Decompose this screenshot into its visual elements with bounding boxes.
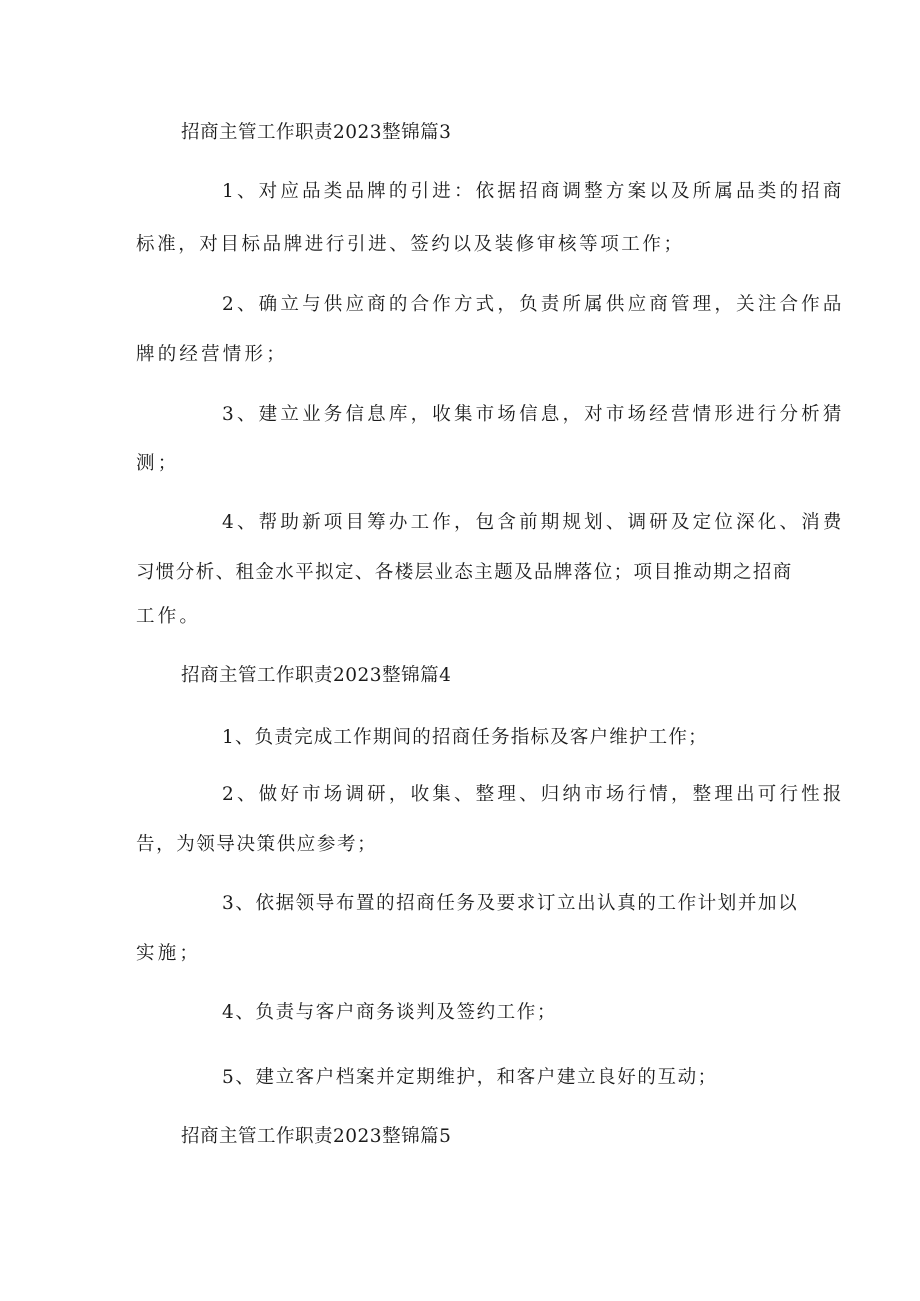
section-heading-5: 招商主管工作职责2023整锦篇5 <box>181 1126 452 1147</box>
section-heading-4: 招商主管工作职责2023整锦篇4 <box>181 665 452 686</box>
paragraph-line: 工作。 <box>136 606 202 627</box>
section-heading-3: 招商主管工作职责2023整锦篇3 <box>181 122 452 143</box>
paragraph-line: 5、建立客户档案并定期维护，和客户建立良好的互动； <box>222 1067 718 1088</box>
paragraph-line: 习惯分析、租金水平拟定、各楼层业态主题及品牌落位；项目推动期之招商 <box>136 562 793 583</box>
paragraph-line: 2、确立与供应商的合作方式，负责所属供应商管理，关注合作品 <box>222 294 845 315</box>
paragraph-line: 4、负责与客户商务谈判及签约工作； <box>222 1002 557 1023</box>
paragraph-line: 3、依据领导布置的招商任务及要求订立出认真的工作计划并加以 <box>222 893 799 914</box>
paragraph-line: 实施； <box>136 943 202 964</box>
paragraph-line: 2、做好市场调研，收集、整理、归纳市场行情，整理出可行性报 <box>222 784 845 805</box>
paragraph-line: 测； <box>136 453 180 474</box>
paragraph-line: 4、帮助新项目筹办工作，包含前期规划、调研及定位深化、消费 <box>222 512 845 533</box>
paragraph-line: 3、建立业务信息库，收集市场信息，对市场经营情形进行分析猜 <box>222 404 845 425</box>
paragraph-line: 1、对应品类品牌的引进：依据招商调整方案以及所属品类的招商 <box>222 181 845 202</box>
paragraph-line: 告，为领导决策供应参考； <box>136 834 378 855</box>
paragraph-line: 1、负责完成工作期间的招商任务指标及客户维护工作； <box>222 727 708 748</box>
paragraph-line: 标准，对目标品牌进行引进、签约以及装修审核等项工作； <box>136 234 685 255</box>
paragraph-line: 牌的经营情形； <box>136 344 288 365</box>
